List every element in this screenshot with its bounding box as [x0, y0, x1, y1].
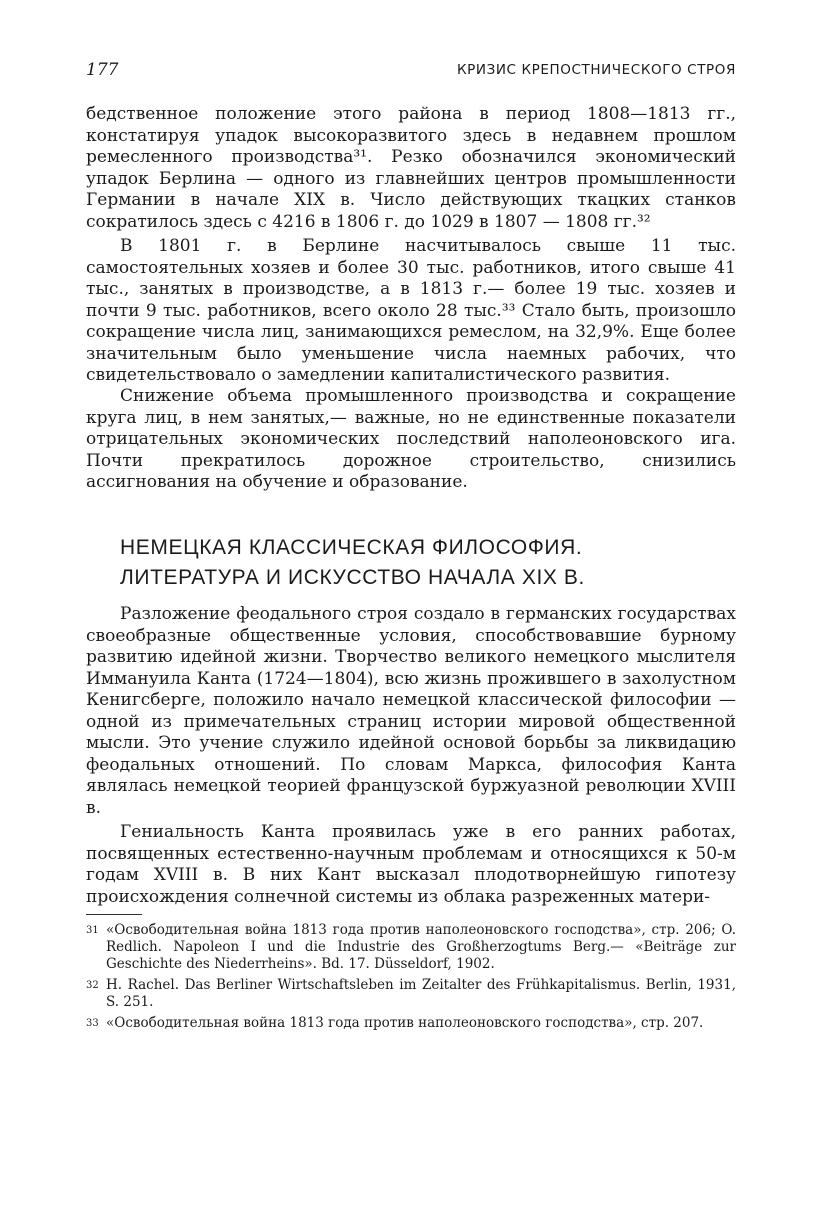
- footnote-number: 33: [86, 1018, 99, 1029]
- paragraph-block: [86, 386, 736, 494]
- footnote-text: «Освободительная война 1813 года против наполеоновского господства», стр. 206; O. Redlich. Napoleon I und die Industrie des Großherzogtums Berg.— «Beiträge zur Geschichte des Niederrheins». Bd. 17. Düsseldorf, 1902.: [106, 922, 736, 972]
- paragraph-3: Снижение объема промышленного производства и сокращение круга лиц, в нем занятых,— важные, но не единственные показатели отрицательных экономических последствий наполеоновского ига. Почти прекратилось дорожное строительство, снизились ассигнования на обучение и образование.: [86, 386, 736, 492]
- paragraph-5: Гениальность Канта проявилась уже в его ранних работах, посвященных естественно-научным проблемам и относящихся к 50-м годам XVIII в. В них Кант высказал плодотворнейшую гипотезу происхождения солнечной системы из облака разреженных матери-: [86, 822, 736, 907]
- footnote-33: [86, 1015, 736, 1032]
- section-heading: [86, 533, 736, 593]
- footnote-number: 31: [86, 925, 99, 936]
- page-number: 177: [86, 60, 119, 80]
- footnote-31: [86, 922, 736, 973]
- footnote-divider: [86, 914, 142, 915]
- footnote-number: 32: [86, 980, 99, 991]
- paragraph-block: [86, 604, 736, 819]
- section-heading-line-1: НЕМЕЦКАЯ КЛАССИЧЕСКАЯ ФИЛОСОФИЯ.: [120, 536, 583, 559]
- footnotes: [86, 922, 736, 1036]
- paragraph-block: [86, 104, 736, 233]
- footnote-text: H. Rachel. Das Berliner Wirtschaftsleben im Zeitalter des Frühkapitalismus. Berlin, 1931, S. 251.: [106, 977, 736, 1010]
- paragraph-block: [86, 236, 736, 387]
- paragraph-block: [86, 822, 736, 908]
- section-heading-line-2: ЛИТЕРАТУРА И ИСКУССТВО НАЧАЛА XIX В.: [120, 566, 585, 589]
- paragraph-1: бедственное положение этого района в период 1808—1813 гг., констатируя упадок высокоразвитого здесь в недавнем прошлом ремесленного производства³¹. Резко обозначился экономический упадок Берлина — одного из главнейших центров промышленности Германии в начале XIX в. Число действующих ткацких станков сократилось здесь с 4216 в 1806 г. до 1029 в 1807 — 1808 гг.³²: [86, 104, 736, 232]
- paragraph-2: В 1801 г. в Берлине насчитывалось свыше 11 тыс. самостоятельных хозяев и более 30 тыс. работников, итого свыше 41 тыс., занятых в производстве, а в 1813 г.— более 19 тыс. хозяев и почти 9 тыс. работников, всего около 28 тыс.³³ Стало быть, произошло сокращение числа лиц, занимающихся ремеслом, на 32,9%. Еще более значительным было уменьшение числа наемных рабочих, что свидетельствовало о замедлении капиталистического развития.: [86, 236, 736, 385]
- paragraph-4: Разложение феодального строя создало в германских государствах своеобразные общественные условия, способствовавшие бурному развитию идейной жизни. Творчество великого немецкого мыслителя Иммануила Канта (1724—1804), всю жизнь прожившего в захолустном Кенигсберге, положило начало немецкой классической философии — одной из примечательных страниц истории мировой общественной мысли. Это учение служило идейной основой борьбы за ликвидацию феодальных отношений. По словам Маркса, философия Канта являлась немецкой теорией французской буржуазной революции XVIII в.: [86, 604, 736, 818]
- page-header: [86, 60, 736, 84]
- footnote-text: «Освободительная война 1813 года против наполеоновского господства», стр. 207.: [106, 1015, 704, 1031]
- footnote-32: [86, 977, 736, 1011]
- running-title: КРИЗИС КРЕПОСТНИЧЕСКОГО СТРОЯ: [456, 62, 736, 78]
